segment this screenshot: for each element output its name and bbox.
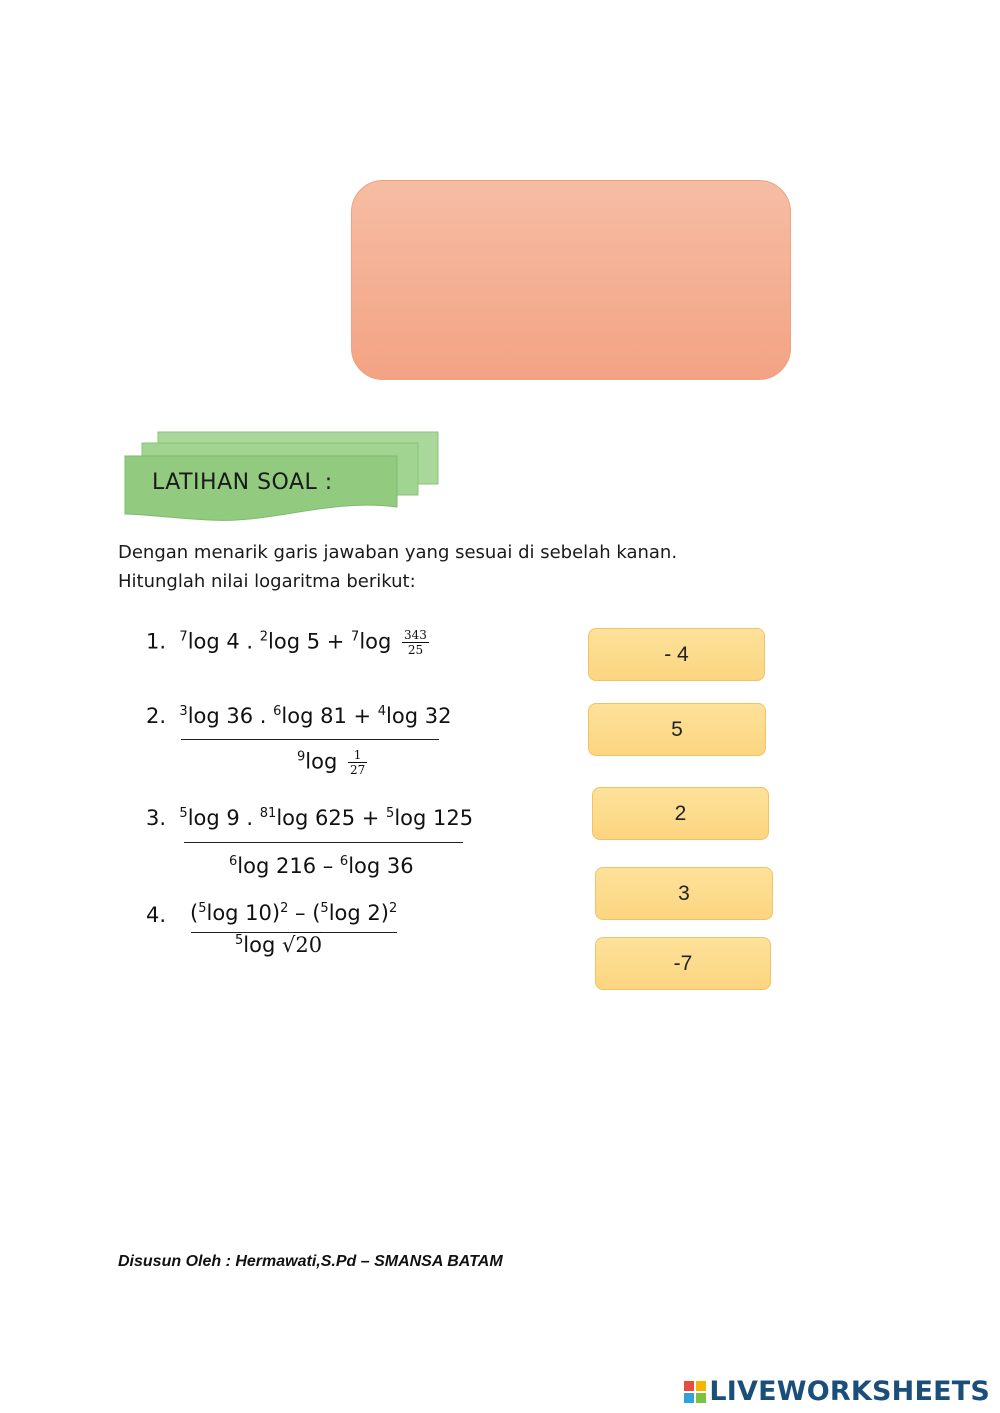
answer-box-4[interactable]: 3: [595, 867, 773, 920]
answer-box-2[interactable]: 5: [588, 703, 766, 756]
instruction-line-1: Dengan menarik garis jawaban yang sesuai di sebelah kanan.: [118, 542, 678, 563]
question-4-numerator: ($^5$log 10)$^2$ – ($^5$log 2)$^2$: [190, 901, 398, 925]
question-2-denominator: $^9$log $\frac{1}{27}$: [297, 748, 366, 777]
fraction-line: [184, 842, 463, 843]
question-4-denominator: $^5$log √20: [235, 933, 323, 957]
banner-label: LATIHAN SOAL :: [152, 470, 333, 495]
liveworksheets-logo: [684, 1376, 990, 1407]
answer-box-1[interactable]: - 4: [588, 628, 765, 681]
fraction: $\frac{343}{25}$: [404, 628, 427, 657]
fraction: $\frac{1}{27}$: [349, 748, 366, 777]
author-footer: Disusun Oleh : Hermawati,S.Pd – SMANSA BATAM: [118, 1253, 503, 1270]
answer-box-5[interactable]: -7: [595, 937, 771, 990]
brand-name: LIVEWORKSHEETS: [709, 1376, 990, 1407]
liveworksheets-icon: [684, 1381, 706, 1403]
question-4-number: 4.: [146, 903, 167, 927]
answer-box-3[interactable]: 2: [592, 787, 769, 840]
title-box: [351, 180, 791, 380]
instruction-line-2: Hitunglah nilai logaritma berikut:: [118, 571, 416, 592]
question-3-denominator: $^6$log 216 – $^6$log 36: [229, 854, 414, 878]
question-2-numerator: 2. $^3$log 36 . $^6$log 81 + $^4$log 32: [146, 704, 452, 728]
question-3-numerator: 3. $^5$log 9 . $^{81}$log 625 + $^5$log 125: [146, 806, 474, 830]
question-1: 1. $^7$log 4 . $^2$log 5 + $^7$log $\frac{343}{25}$: [146, 628, 427, 657]
fraction-line: [181, 739, 439, 740]
